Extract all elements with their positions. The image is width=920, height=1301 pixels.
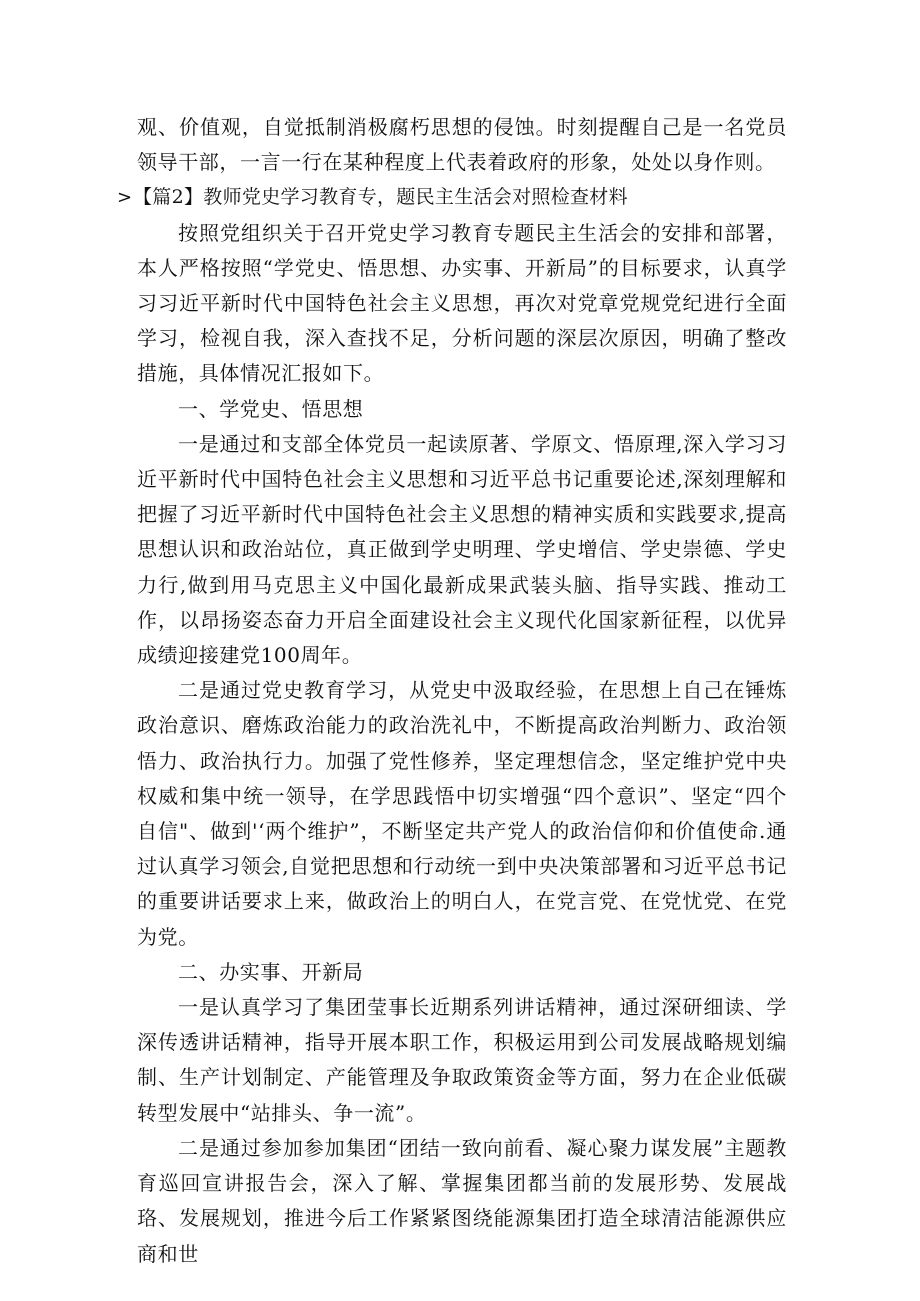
section2-paragraph-1: 一是认真学习了集团莹事长近期系列讲话精神，通过深研细读、学深传透讲话精神，指导开展本职工作，积极运用到公司发展战略规划编制、生产计划制定、产能管理及争取政策资金等方面，努力在企业低碳转型发展中“站排头、争一流”。 [137, 995, 787, 1125]
document-body [117, 110, 787, 1272]
section1-paragraph-1: 一是通过和支部全体党员一起读原著、学原文、悟原理,深入学习习近平新时代中国特色社会主义思想和习近平总书记重要论述,深刻理解和把握了习近平新时代中国特色社会主义思想的精神实质和实践要求,提高思想认识和政治站位，真正做到学史明理、学史增信、学史崇德、学史力行,做到用马克思主义中国化最新成果武装头脑、指导实践、推动工作，以昂扬姿态奋力开启全面建设社会主义现代化国家新征程，以优异成绩迎接建党100周年。 [137, 431, 787, 668]
section1-paragraph-2: 二是通过党史教育学习，从党史中汲取经验，在思想上自己在锤炼政治意识、磨炼政治能力的政治洗礼中，不断提高政治判断力、政治领悟力、政治执行力。加强了党性修养，坚定理想信念，坚定维护党中央权威和集中统一领导，在学思践悟中切实增强“四个意识”、坚定“四个自信"、做到'‘两个维护”，不断坚定共产党人的政治信仰和价值使命.通过认真学习领会,自觉把思想和行动统一到中央决策部署和习近平总书记的重要讲话要求上来，做政治上的明白人，在党言党、在党忧党、在党为党。 [137, 678, 787, 949]
intro-paragraph: 观、价值观，自觉抵制消极腐朽思想的侵蚀。时刻提醒自己是一名党员领导干部，一言一行在某种程度上代表着政府的形象，处处以身作则。 [137, 115, 787, 175]
section2-paragraph-2: 二是通过参加参加集团“团结一致向前看、凝心聚力谋发展”主题教育巡回宣讲报告会，深入了解、掌握集团都当前的发展形势、发展战珞、发展规划，推进今后工作紧紧图绕能源集团打造全球清洁能源供应商和世 [137, 1135, 787, 1266]
opening-paragraph: 按照党组织关于召开党史学习教育专题民主生活会的安排和部署，本人严格按照“学党史、悟思想、办实事、开新局”的目标要求，认真学习习近平新时代中国特色社会主义思想，再次对党章党规党纪进行全面学习，检视自我，深入查找不足，分析问题的深层次原因，明确了整改措施，具体情况汇报如下。 [137, 220, 787, 386]
right-angle-bracket-icon: > [117, 187, 133, 209]
article-title-line [117, 180, 787, 215]
section-heading-1: 一、学党史、悟思想 [178, 396, 364, 421]
article-title: 【篇2】教师党史学习教育专，题民主生活会对照检查材料 [133, 186, 628, 209]
section-heading-2: 二、办实事、开新局 [178, 959, 364, 984]
